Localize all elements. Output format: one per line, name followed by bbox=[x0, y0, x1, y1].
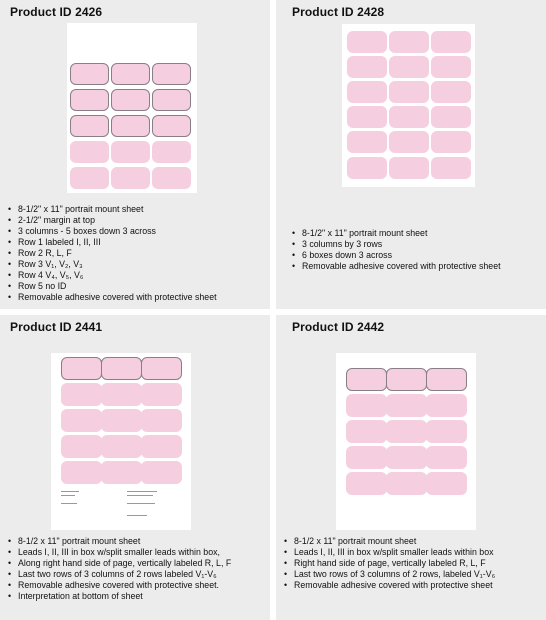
label-box bbox=[141, 435, 182, 458]
feature-list bbox=[8, 536, 231, 602]
feature-item: • Row 1 labeled I, II, III bbox=[8, 237, 217, 248]
label-box bbox=[141, 383, 182, 406]
label-box bbox=[70, 141, 109, 163]
label-box bbox=[386, 446, 427, 469]
label-box bbox=[152, 63, 191, 85]
feature-list bbox=[292, 228, 501, 272]
label-box bbox=[347, 31, 387, 53]
sheet-preview-2426 bbox=[67, 23, 197, 193]
label-box bbox=[431, 157, 471, 179]
label-box bbox=[111, 115, 150, 137]
fine-print-line bbox=[127, 515, 147, 516]
label-box bbox=[111, 63, 150, 85]
label-box bbox=[152, 167, 191, 189]
feature-item: • Leads I, II, III in box w/split smaller leads within box, bbox=[8, 547, 231, 558]
feature-item: • 3 columns by 3 rows bbox=[292, 239, 501, 250]
feature-item: • 8-1/2" x 11" portrait mount sheet bbox=[292, 228, 501, 239]
fine-print-line bbox=[127, 503, 155, 504]
label-box bbox=[346, 472, 387, 495]
feature-item: • Row 5 no ID bbox=[8, 281, 217, 292]
label-box bbox=[70, 115, 109, 137]
label-box bbox=[141, 461, 182, 484]
label-box bbox=[61, 461, 102, 484]
label-box bbox=[346, 368, 387, 391]
sheet-preview-2442 bbox=[336, 353, 476, 530]
feature-item: • 6 boxes down 3 across bbox=[292, 250, 501, 261]
label-box bbox=[347, 81, 387, 103]
label-box bbox=[389, 131, 429, 153]
label-box bbox=[101, 357, 142, 380]
label-box bbox=[431, 81, 471, 103]
feature-item: • Removable adhesive covered with protective sheet bbox=[8, 292, 217, 303]
label-box bbox=[386, 394, 427, 417]
label-box bbox=[101, 383, 142, 406]
label-box bbox=[101, 409, 142, 432]
label-box bbox=[61, 383, 102, 406]
label-box bbox=[111, 141, 150, 163]
label-box bbox=[70, 63, 109, 85]
label-box bbox=[347, 106, 387, 128]
fine-print-line bbox=[61, 491, 79, 492]
product-title: Product ID 2441 bbox=[10, 320, 103, 334]
label-box bbox=[111, 89, 150, 111]
label-box bbox=[347, 131, 387, 153]
label-box bbox=[347, 56, 387, 78]
label-box bbox=[389, 81, 429, 103]
label-box bbox=[61, 435, 102, 458]
label-box bbox=[70, 89, 109, 111]
feature-item: • 8-1/2" x 11" portrait mount sheet bbox=[8, 204, 217, 215]
label-box bbox=[431, 56, 471, 78]
product-title: Product ID 2442 bbox=[292, 320, 385, 334]
label-box bbox=[152, 89, 191, 111]
feature-item: • Last two rows of 3 columns of 2 rows labeled V₁-V₆ bbox=[8, 569, 231, 580]
feature-item: • Row 4 V₄, V₅, V₆ bbox=[8, 270, 217, 281]
label-box bbox=[101, 461, 142, 484]
feature-item: • Removable adhesive covered with protective sheet bbox=[284, 580, 495, 591]
label-box bbox=[70, 167, 109, 189]
fine-print-line bbox=[127, 491, 157, 492]
feature-item: • Right hand side of page, vertically labeled R, L, F bbox=[284, 558, 495, 569]
product-title: Product ID 2428 bbox=[292, 5, 385, 19]
feature-item: • 8-1/2 x 11" portrait mount sheet bbox=[284, 536, 495, 547]
fine-print-line bbox=[61, 503, 77, 504]
feature-item: • Removable adhesive covered with protective sheet bbox=[292, 261, 501, 272]
feature-item: • 3 columns - 5 boxes down 3 across bbox=[8, 226, 217, 237]
label-box bbox=[61, 357, 102, 380]
label-box bbox=[346, 394, 387, 417]
label-box bbox=[426, 472, 467, 495]
label-box bbox=[389, 56, 429, 78]
fine-print-line bbox=[127, 495, 153, 496]
label-box bbox=[101, 435, 142, 458]
label-box bbox=[141, 409, 182, 432]
label-box bbox=[431, 131, 471, 153]
feature-item: • Last two rows of 3 columns of 2 rows, labeled V₁-V₆ bbox=[284, 569, 495, 580]
label-box bbox=[152, 141, 191, 163]
label-box bbox=[111, 167, 150, 189]
label-box bbox=[431, 31, 471, 53]
label-box bbox=[141, 357, 182, 380]
label-box bbox=[346, 420, 387, 443]
feature-item: • Leads I, II, III in box w/split smaller leads within box bbox=[284, 547, 495, 558]
feature-item: • Row 3 V₁, V₂, V₃ bbox=[8, 259, 217, 270]
label-box bbox=[426, 394, 467, 417]
feature-item: • Row 2 R, L, F bbox=[8, 248, 217, 259]
feature-item: • Removable adhesive covered with protective sheet. bbox=[8, 580, 231, 591]
feature-list bbox=[284, 536, 495, 591]
label-box bbox=[389, 106, 429, 128]
label-box bbox=[386, 420, 427, 443]
feature-item: • 8-1/2 x 11" portrait mount sheet bbox=[8, 536, 231, 547]
label-box bbox=[61, 409, 102, 432]
feature-item: • 2-1/2" margin at top bbox=[8, 215, 217, 226]
feature-item: • Interpretation at bottom of sheet bbox=[8, 591, 231, 602]
label-box bbox=[389, 31, 429, 53]
sheet-preview-2441 bbox=[51, 353, 191, 530]
label-box bbox=[152, 115, 191, 137]
label-box bbox=[386, 472, 427, 495]
label-box bbox=[346, 446, 387, 469]
feature-item: • Along right hand side of page, vertically labeled R, L, F bbox=[8, 558, 231, 569]
feature-list bbox=[8, 204, 217, 303]
label-box bbox=[426, 368, 467, 391]
label-box bbox=[389, 157, 429, 179]
label-box bbox=[426, 420, 467, 443]
label-box bbox=[431, 106, 471, 128]
product-title: Product ID 2426 bbox=[10, 5, 103, 19]
label-box bbox=[386, 368, 427, 391]
label-box bbox=[426, 446, 467, 469]
sheet-preview-2428 bbox=[342, 24, 475, 187]
label-box bbox=[347, 157, 387, 179]
fine-print-line bbox=[61, 495, 75, 496]
